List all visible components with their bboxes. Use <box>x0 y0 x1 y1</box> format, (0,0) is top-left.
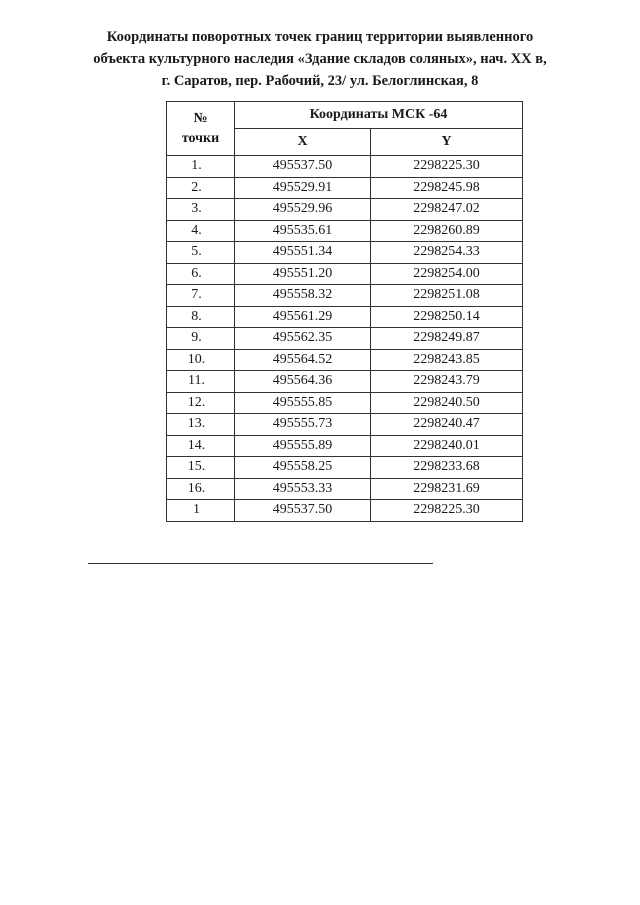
y-coordinate-cell: 2298240.47 <box>371 414 523 436</box>
x-coordinate-cell: 495551.34 <box>235 242 371 264</box>
point-number-header-label: точки <box>181 130 220 146</box>
y-coordinate-cell: 2298240.50 <box>371 392 523 414</box>
table-row <box>167 414 523 436</box>
coordinates-table <box>166 101 523 522</box>
y-coordinate-cell: 2298249.87 <box>371 328 523 350</box>
x-coordinate-cell: 495529.91 <box>235 177 371 199</box>
point-number-cell: 3. <box>167 199 235 221</box>
title-line-1: Координаты поворотных точек границ территории выявленного <box>106 29 534 45</box>
table-row <box>167 306 523 328</box>
signature-line <box>88 563 433 564</box>
point-number-cell: 16. <box>167 478 235 500</box>
y-coordinate-cell: 2298231.69 <box>371 478 523 500</box>
point-number-cell: 1. <box>167 156 235 178</box>
table-row <box>167 478 523 500</box>
point-number-cell: 15. <box>167 457 235 479</box>
title-line-3: г. Саратов, пер. Рабочий, 23/ ул. Белоглинская, 8 <box>161 73 479 89</box>
y-coordinate-cell: 2298254.00 <box>371 263 523 285</box>
point-number-header <box>167 102 235 156</box>
coordinates-group-header: Координаты МСК -64 <box>235 102 523 129</box>
point-number-cell: 2. <box>167 177 235 199</box>
table-row <box>167 220 523 242</box>
table-row <box>167 500 523 522</box>
x-coordinate-cell: 495555.85 <box>235 392 371 414</box>
x-coordinate-cell: 495535.61 <box>235 220 371 242</box>
x-coordinate-cell: 495564.36 <box>235 371 371 393</box>
y-coordinate-cell: 2298247.02 <box>371 199 523 221</box>
table-row <box>167 242 523 264</box>
table-row <box>167 263 523 285</box>
title-line-2: объекта культурного наследия «Здание складов соляных», нач. XX в, <box>93 51 547 67</box>
x-coordinate-cell: 495558.32 <box>235 285 371 307</box>
table-row <box>167 328 523 350</box>
y-coordinate-cell: 2298225.30 <box>371 500 523 522</box>
point-number-cell: 1 <box>167 500 235 522</box>
point-number-cell: 11. <box>167 371 235 393</box>
y-coordinate-cell: 2298243.79 <box>371 371 523 393</box>
table-row <box>167 349 523 371</box>
table-row <box>167 177 523 199</box>
x-column-header: X <box>235 129 371 156</box>
y-coordinate-cell: 2298245.98 <box>371 177 523 199</box>
x-coordinate-cell: 495553.33 <box>235 478 371 500</box>
x-coordinate-cell: 495562.35 <box>235 328 371 350</box>
y-coordinate-cell: 2298251.08 <box>371 285 523 307</box>
table-row <box>167 156 523 178</box>
point-number-cell: 14. <box>167 435 235 457</box>
y-coordinate-cell: 2298240.01 <box>371 435 523 457</box>
y-coordinate-cell: 2298233.68 <box>371 457 523 479</box>
table-row <box>167 457 523 479</box>
table-row <box>167 199 523 221</box>
point-number-cell: 4. <box>167 220 235 242</box>
point-number-cell: 13. <box>167 414 235 436</box>
x-coordinate-cell: 495537.50 <box>235 156 371 178</box>
x-coordinate-cell: 495537.50 <box>235 500 371 522</box>
table-row <box>167 371 523 393</box>
x-coordinate-cell: 495551.20 <box>235 263 371 285</box>
point-number-cell: 5. <box>167 242 235 264</box>
point-number-cell: 6. <box>167 263 235 285</box>
y-coordinate-cell: 2298225.30 <box>371 156 523 178</box>
y-column-header: Y <box>371 129 523 156</box>
point-number-cell: 8. <box>167 306 235 328</box>
y-coordinate-cell: 2298243.85 <box>371 349 523 371</box>
table-row <box>167 285 523 307</box>
table-body <box>167 156 523 522</box>
point-number-cell: 7. <box>167 285 235 307</box>
document-title <box>40 26 600 92</box>
x-coordinate-cell: 495529.96 <box>235 199 371 221</box>
x-coordinate-cell: 495555.73 <box>235 414 371 436</box>
x-coordinate-cell: 495564.52 <box>235 349 371 371</box>
point-number-cell: 9. <box>167 328 235 350</box>
point-number-header-symbol: № <box>193 110 208 126</box>
x-coordinate-cell: 495558.25 <box>235 457 371 479</box>
table-row <box>167 435 523 457</box>
point-number-cell: 12. <box>167 392 235 414</box>
y-coordinate-cell: 2298260.89 <box>371 220 523 242</box>
table-row <box>167 392 523 414</box>
y-coordinate-cell: 2298254.33 <box>371 242 523 264</box>
point-number-cell: 10. <box>167 349 235 371</box>
x-coordinate-cell: 495561.29 <box>235 306 371 328</box>
x-coordinate-cell: 495555.89 <box>235 435 371 457</box>
y-coordinate-cell: 2298250.14 <box>371 306 523 328</box>
